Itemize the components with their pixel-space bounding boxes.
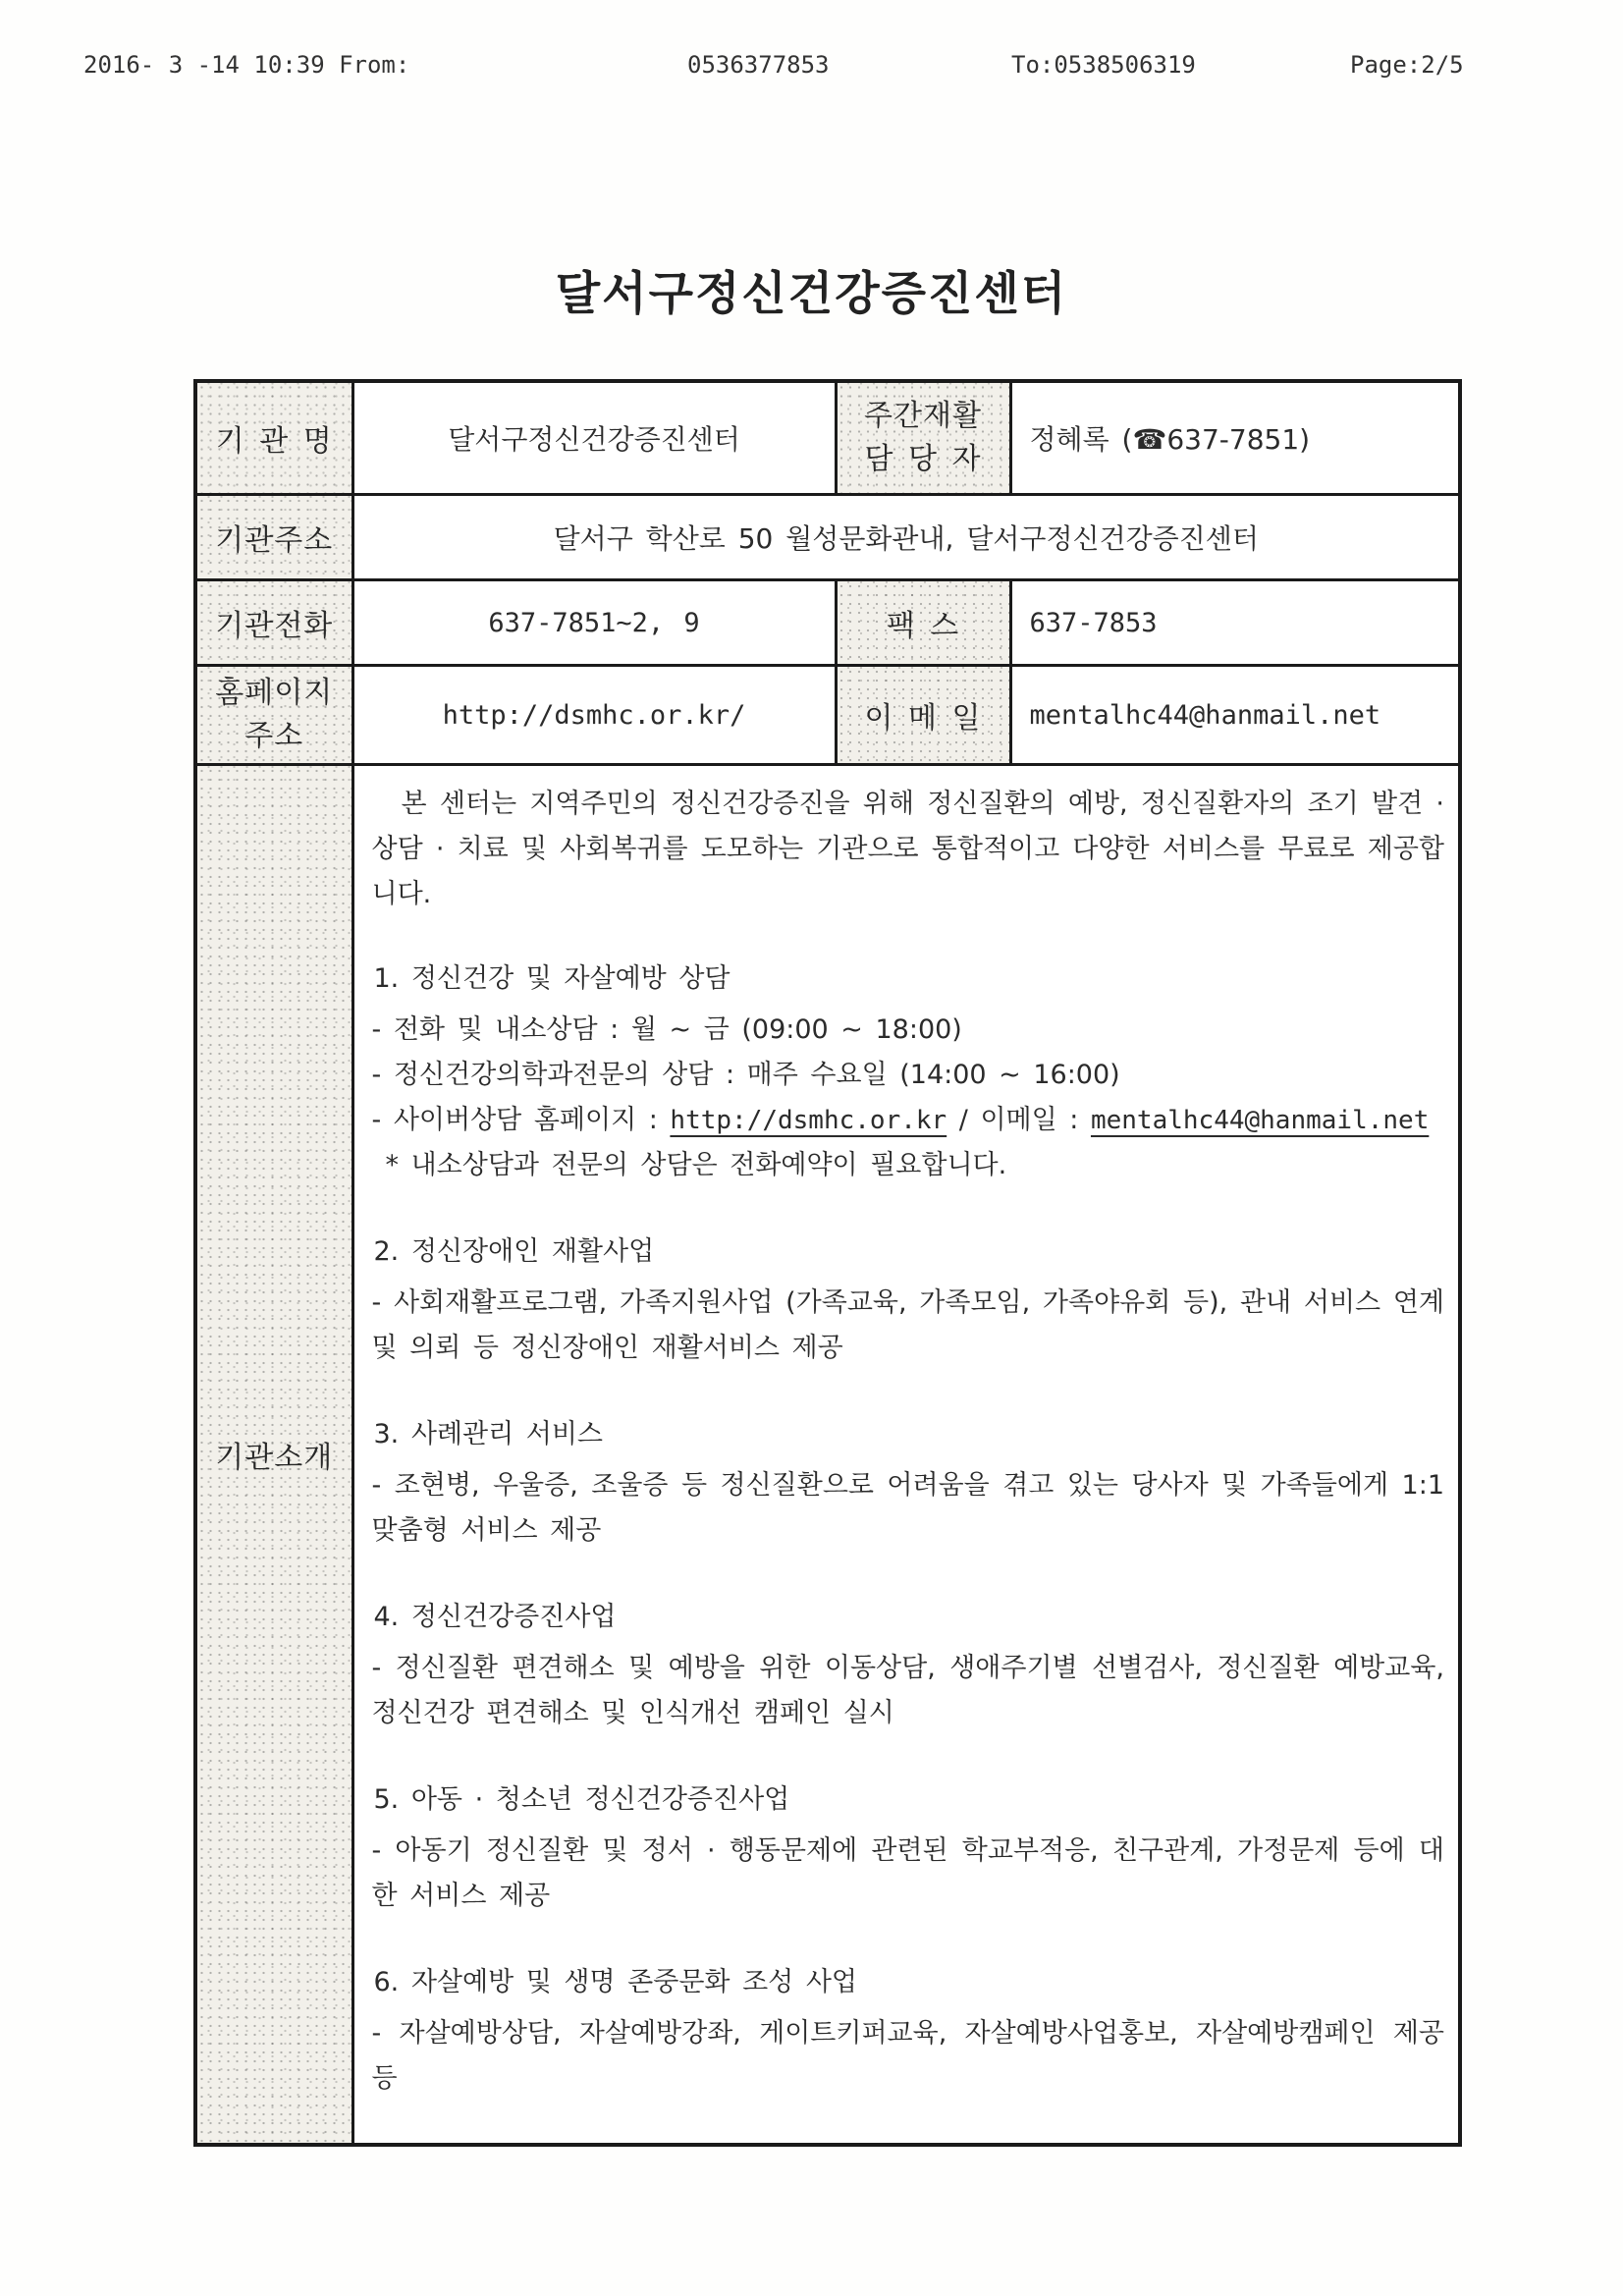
section-mental-health-promotion [372,1595,1445,1736]
cyber-url-link: http://dsmhc.or.kr [670,1106,947,1135]
fax-datetime: 2016- 3 -14 10:39 From: [83,51,410,79]
section-suicide-prevention [372,1960,1445,2102]
address-label: 기관주소 [195,495,352,580]
table-row-phone-fax [195,580,1460,666]
section-line: - 자살예방상담, 자살예방강좌, 게이트키퍼교육, 자살예방사업홍보, 자살예방캠페인 제공 등 [371,2018,1444,2094]
table-row-introduction [195,765,1460,2146]
org-name-label: 기 관 명 [195,381,352,495]
section-line: - 정신질환 편견해소 및 예방을 위한 이동상담, 생애주기별 선별검사, 정신질환 예방교육, 정신건강 편견해소 및 인식개선 캠페인 실시 [371,1653,1444,1728]
email-label: 이 메 일 [836,666,1010,765]
document-title: 달서구정신건강증진센터 [555,267,1068,321]
cyber-prefix: - 사이버상담 홈페이지 : [371,1105,671,1135]
email-value: mentalhc44@hanmail.net [1010,666,1460,765]
fax-to-number: To:0538506319 [1011,51,1196,79]
weekly-rehab-contact-label-line1: 주간재활 [864,399,982,433]
section-heading: 5. 아동 · 청소년 정신건강증진사업 [373,1784,790,1815]
homepage-label [195,666,352,765]
section-heading: 4. 정신건강증진사업 [373,1602,617,1632]
section-case-management [372,1412,1445,1554]
section-line: - 정신건강의학과전문의 상담 : 매주 수요일 (14:00 ~ 16:00) [371,1060,1120,1090]
intro-content [352,765,1460,2146]
table-row-homepage-email [195,666,1460,765]
section-line: - 전화 및 내소상담 : 월 ~ 금 (09:00 ~ 18:00) [371,1014,962,1045]
intro-label: 기관소개 [195,765,352,2146]
fax-page-indicator: Page:2/5 [1350,51,1464,79]
intro-overview: 본 센터는 지역주민의 정신건강증진을 위해 정신질환의 예방, 정신질환자의 조기 발견 · 상담 · 치료 및 사회복귀를 도모하는 기관으로 통합적이고 다양한 서비스를 무료로 제공합니다. [371,789,1444,909]
reservation-note: * 내소상담과 전문의 상담은 전화예약이 필요합니다. [385,1150,1007,1180]
section-counseling [372,957,1445,1188]
cyber-counseling-line [372,1098,1445,1143]
table-row-address [195,495,1460,580]
section-heading: 3. 사례관리 서비스 [373,1419,603,1449]
weekly-rehab-contact-label-line2: 담 당 자 [864,442,982,476]
section-child-youth [372,1777,1445,1919]
phone-value: 637-7851~2, 9 [352,580,836,666]
fax-label: 팩 스 [836,580,1010,666]
cyber-email-link: mentalhc44@hanmail.net [1090,1106,1430,1135]
homepage-label-line2: 주소 [244,719,304,753]
homepage-value: http://dsmhc.or.kr/ [352,666,836,765]
section-rehab [372,1230,1445,1371]
cyber-middle: / 이메일 : [947,1105,1091,1135]
weekly-rehab-contact-label [836,381,1010,495]
org-name-value: 달서구정신건강증진센터 [352,381,836,495]
org-info-table [193,379,1462,2147]
table-row-org-name [195,381,1460,495]
section-line: - 조현병, 우울증, 조울증 등 정신질환으로 어려움을 겪고 있는 당사자 및 가족들에게 1:1 맞춤형 서비스 제공 [371,1470,1444,1546]
section-line: - 아동기 정신질환 및 정서 · 행동문제에 관련된 학교부적응, 친구관계, 가정문제 등에 대한 서비스 제공 [371,1835,1444,1911]
section-heading: 1. 정신건강 및 자살예방 상담 [373,963,730,994]
phone-label: 기관전화 [195,580,352,666]
section-heading: 6. 자살예방 및 생명 존중문화 조성 사업 [373,1967,857,1997]
fax-from-number: 0536377853 [687,51,830,79]
weekly-rehab-contact-value: 정혜록 (☎637-7851) [1010,381,1460,495]
section-heading: 2. 정신장애인 재활사업 [373,1236,655,1267]
section-line: - 사회재활프로그램, 가족지원사업 (가족교육, 가족모임, 가족야유회 등), 관내 서비스 연계 및 의뢰 등 정신장애인 재활서비스 제공 [371,1287,1444,1363]
address-value: 달서구 학산로 50 월성문화관내, 달서구정신건강증진센터 [352,495,1460,580]
fax-value: 637-7853 [1010,580,1460,666]
homepage-label-line1: 홈페이지 [215,676,334,710]
